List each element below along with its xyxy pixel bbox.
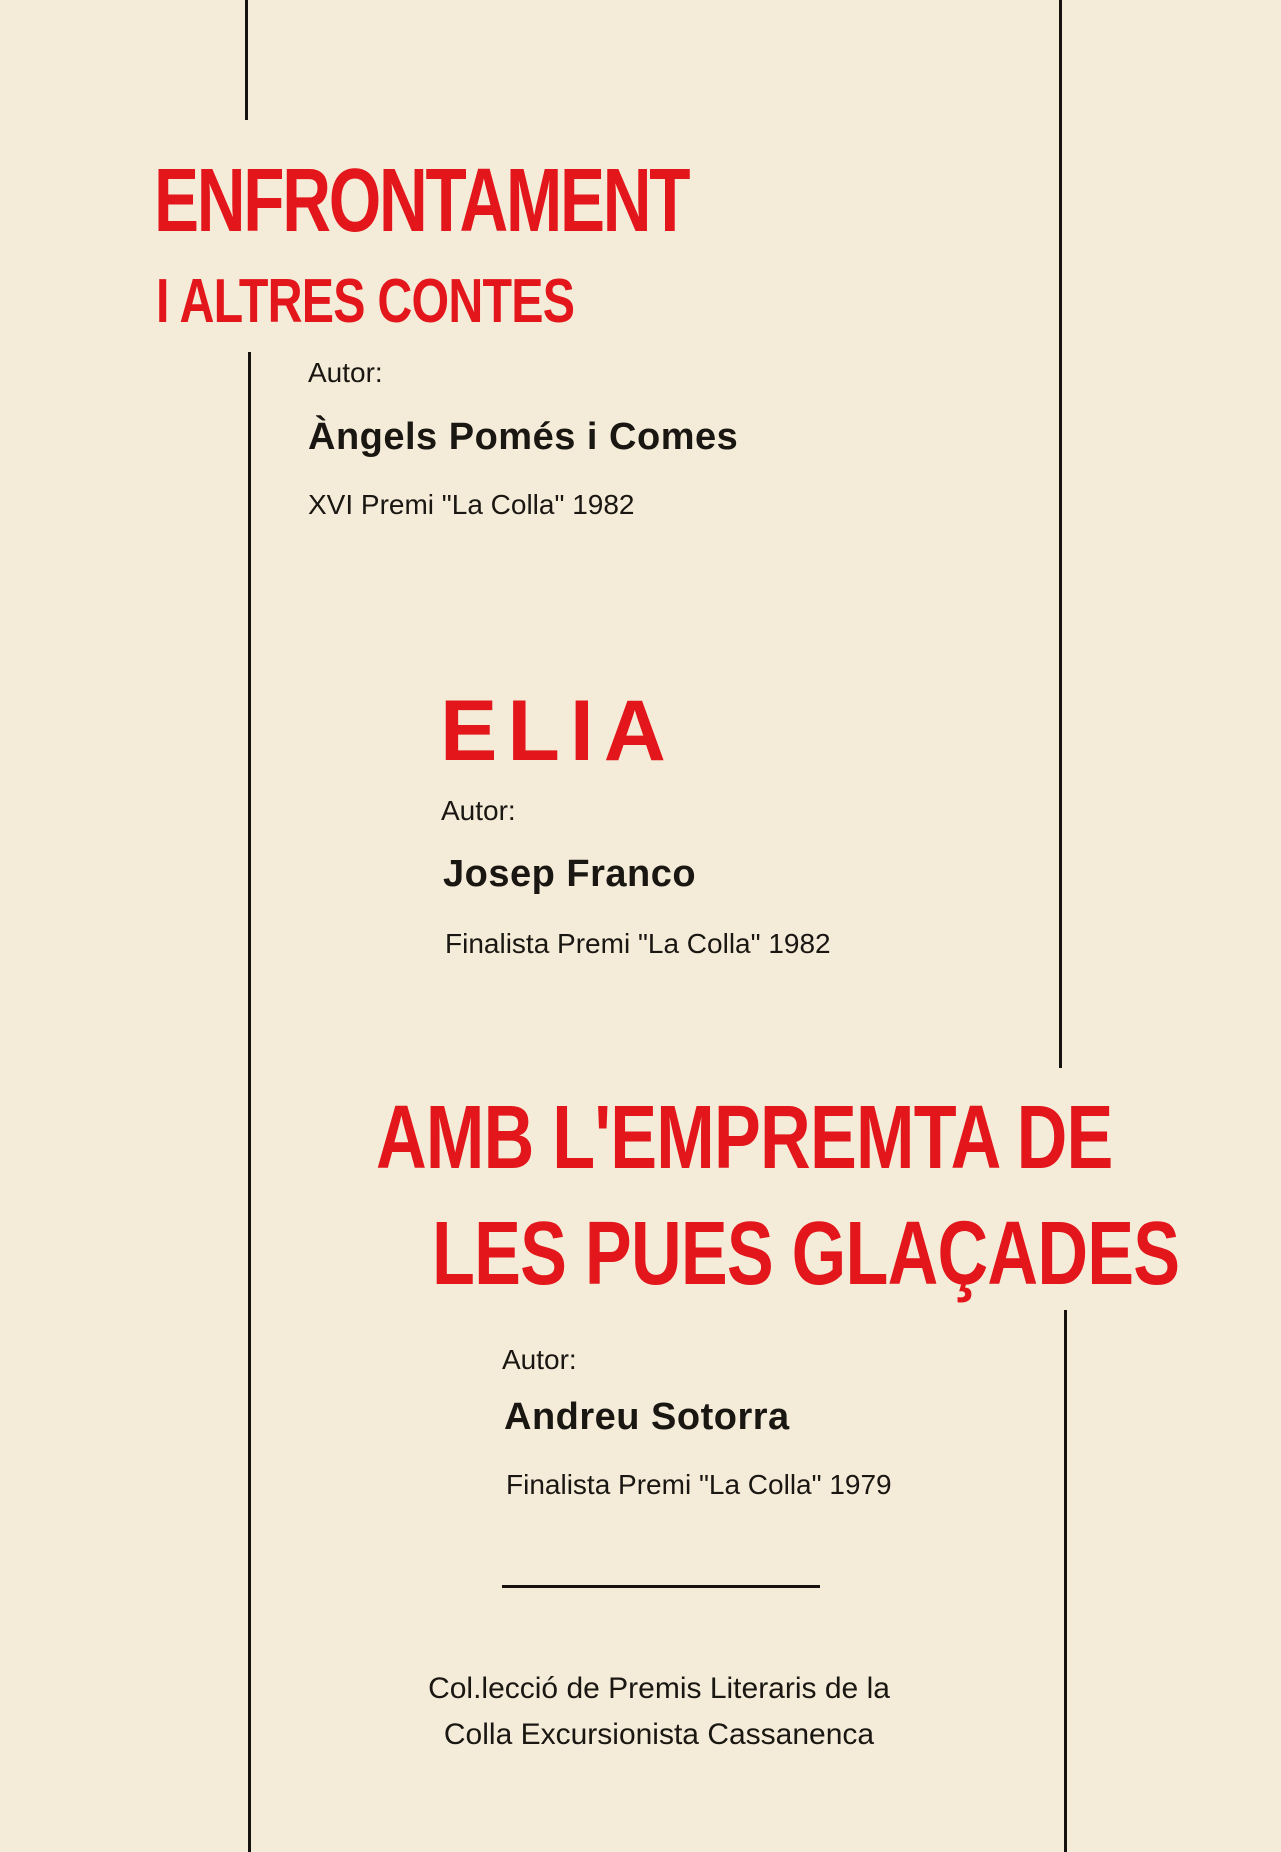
book-title: ENFRONTAMENT [154, 151, 689, 251]
left-rule-top [245, 0, 248, 120]
author-label: Autor: [441, 795, 516, 826]
author-name: Josep Franco [443, 853, 697, 895]
book-title: ELIA [440, 683, 676, 779]
footer-line: Colla Excursionista Cassanenca [443, 1718, 875, 1751]
right-rule-bottom [1064, 1310, 1067, 1852]
book-title: AMB L'EMPREMTA DE [376, 1088, 1113, 1188]
prize-text: Finalista Premi "La Colla" 1979 [506, 1469, 892, 1500]
left-rule [248, 352, 251, 1852]
right-rule [1059, 0, 1062, 1068]
book-title: LES PUES GLAÇADES [432, 1204, 1180, 1304]
author-name: Àngels Pomés i Comes [308, 416, 739, 458]
author-label: Autor: [502, 1344, 577, 1375]
author-name: Andreu Sotorra [504, 1396, 790, 1438]
author-label: Autor: [308, 357, 383, 388]
divider [502, 1585, 820, 1588]
prize-text: XVI Premi "La Colla" 1982 [308, 489, 635, 520]
prize-text: Finalista Premi "La Colla" 1982 [445, 928, 831, 959]
book-subtitle: I ALTRES CONTES [156, 267, 575, 336]
footer-line: Col.lecció de Premis Literaris de la [428, 1672, 890, 1705]
